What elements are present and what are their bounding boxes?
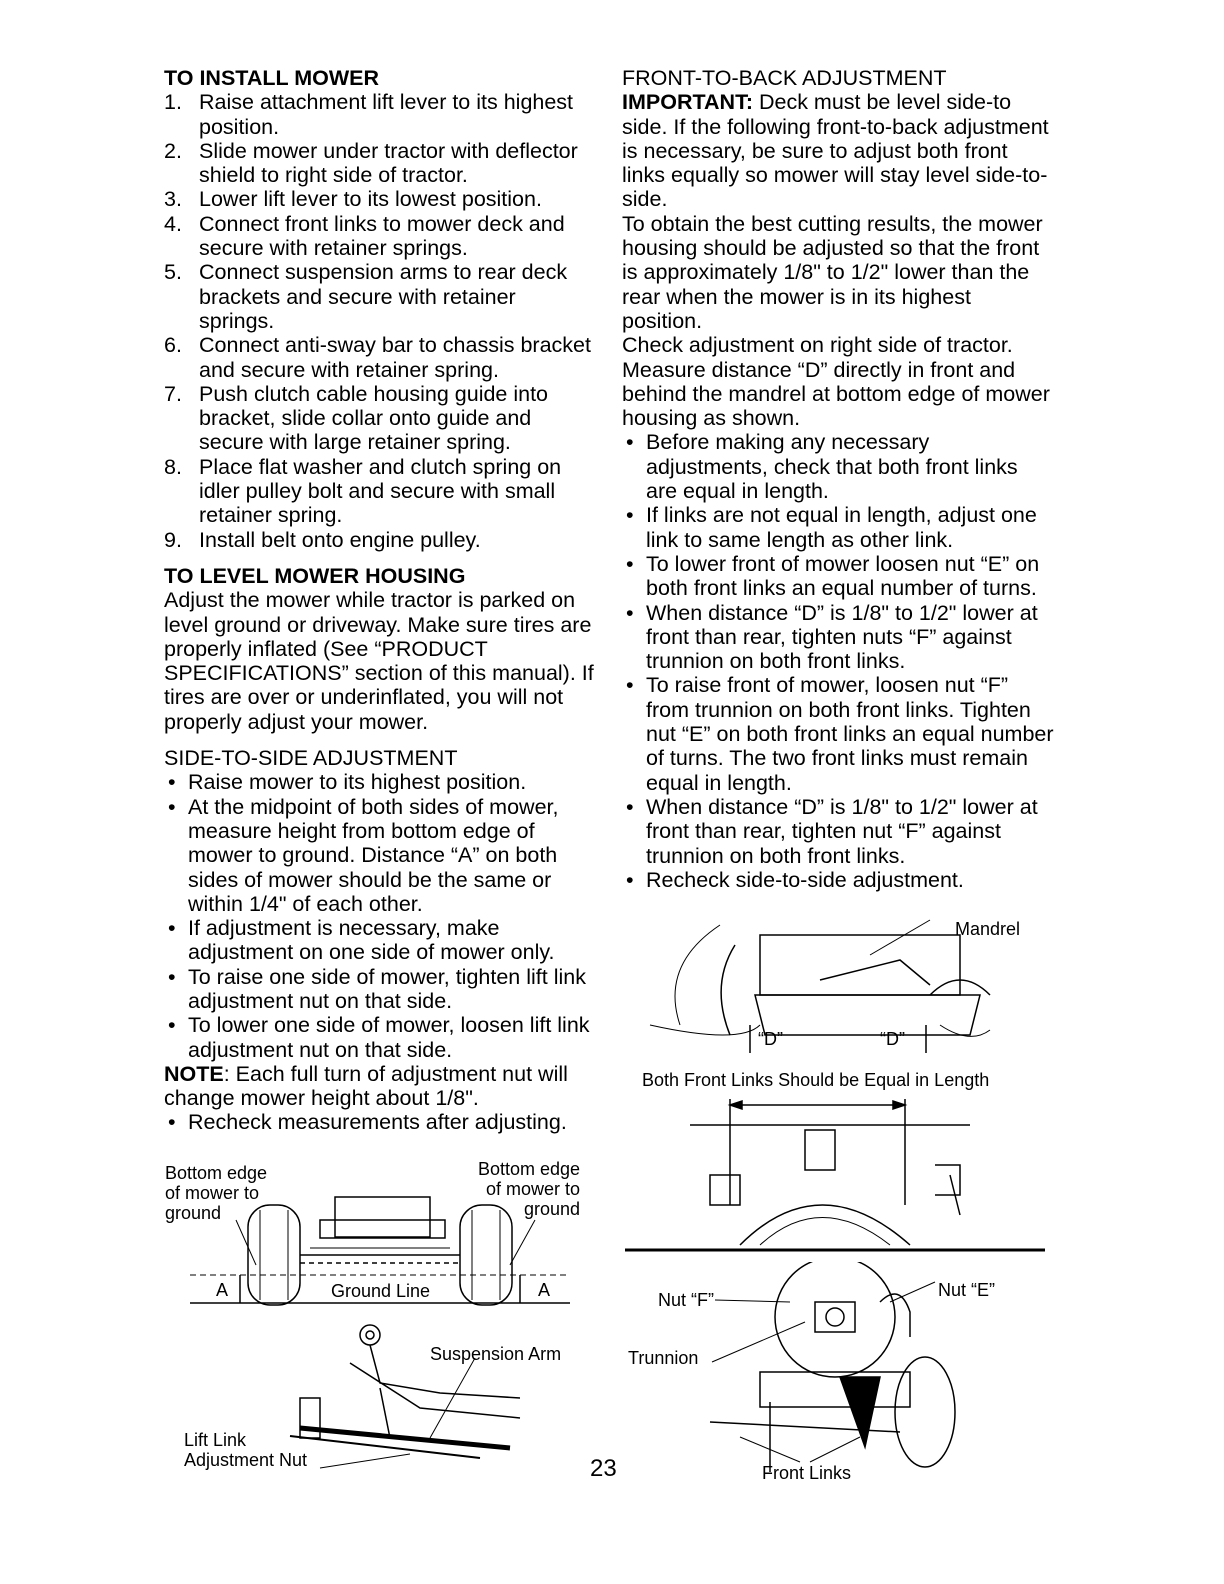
install-step-text: Install belt onto engine pulley. <box>199 527 481 552</box>
page-number: 23 <box>590 1455 617 1482</box>
install-step <box>164 139 596 188</box>
side-note <box>164 1062 596 1111</box>
install-step-number: 2. <box>164 138 182 163</box>
important-text: Deck must be level side-to side. If the following front-to-back adjustment is necessary, be sure to adjust both front links equally so mower will stay level side-to-side. <box>622 90 1049 212</box>
install-step <box>164 333 596 382</box>
front-bullet: • Before making any necessary adjustments, check that both front links are equal in length. <box>622 430 1054 503</box>
install-step <box>164 455 596 528</box>
side-bullet: • If adjustment is necessary, make adjustment on one side of mower only. <box>164 916 596 965</box>
mandrel-figure <box>640 905 1040 1095</box>
nuts-trunnion-figure <box>620 1262 1050 1487</box>
install-step-number: 8. <box>164 454 182 479</box>
install-step-text: Connect anti-sway bar to chassis bracket and secure with retainer spring. <box>199 333 591 382</box>
install-step <box>164 260 596 333</box>
front-bullet: • If links are not equal in length, adjust one link to same length as other link. <box>622 503 1054 552</box>
bottom-edge-right-label: Bottom edge of mower to ground <box>478 1159 581 1219</box>
install-step-number: 7. <box>164 381 182 406</box>
front-bullet: • When distance “D” is 1/8" to 1/2" lower at front than rear, tighten nut “F” against trunnion on both front links. <box>622 795 1054 868</box>
side-bullet: • Raise mower to its highest position. <box>164 770 596 794</box>
install-step-text: Lower lift lever to its lowest position. <box>199 187 542 212</box>
front-para2: Check adjustment on right side of tractor. Measure distance “D” directly in front and behind the mandrel at bottom edge of mower housing as shown. <box>622 333 1050 431</box>
front-link-length-drawing <box>620 1095 1050 1255</box>
install-step <box>164 90 596 139</box>
install-step-text: Connect suspension arms to rear deck brackets and secure with retainer springs. <box>199 260 568 333</box>
level-title: TO LEVEL MOWER HOUSING <box>164 563 466 588</box>
install-step-text: Slide mower under tractor with deflector shield to right side of tractor. <box>199 138 578 188</box>
front-bullet: • To lower front of mower loosen nut “E” on both front links an equal number of turns. <box>622 552 1054 601</box>
mandrel-label: Mandrel <box>955 919 1021 939</box>
side-recheck: • Recheck measurements after adjusting. <box>164 1110 596 1134</box>
important-label: IMPORTANT: <box>622 90 753 115</box>
side-title: SIDE-TO-SIDE ADJUSTMENT <box>164 746 458 771</box>
install-step-text: Push clutch cable housing guide into bracket, slide collar onto guide and secure with large retainer spring. <box>199 381 549 455</box>
front-para1: To obtain the best cutting results, the mower housing should be adjusted so that the front is approximately 1/8" to 1/2" lower than the rear when the mower is in its highest position. <box>622 211 1043 333</box>
install-step-number: 1. <box>164 90 182 115</box>
side-bullets-list <box>164 770 596 1062</box>
suspension-figure <box>180 1318 600 1478</box>
side-bullet: • At the midpoint of both sides of mower, measure height from bottom edge of mower to ground. Distance “A” on both sides of mower should be the same or within 1/4" of each other. <box>164 795 596 916</box>
front-link-length-figure <box>620 1095 1050 1255</box>
ground-line-figure <box>160 1155 600 1315</box>
front-title: FRONT-TO-BACK ADJUSTMENT <box>622 66 947 90</box>
install-step <box>164 187 596 211</box>
ground-line-label: Ground Line <box>328 1281 433 1301</box>
distance-a-right-label: A <box>538 1280 551 1300</box>
mandrel-caption: Both Front Links Should be Equal in Length <box>642 1070 990 1090</box>
install-step-text: Raise attachment lift lever to its highest position. <box>199 90 574 139</box>
front-links-label: Front Links <box>762 1463 852 1483</box>
install-step-number: 4. <box>164 211 182 236</box>
install-step <box>164 212 596 261</box>
install-step-text: Place flat washer and clutch spring on idler pulley bolt and secure with small retainer spring. <box>199 454 562 528</box>
install-step-number: 5. <box>164 260 182 285</box>
suspension-arm-label: Suspension Arm <box>430 1344 562 1364</box>
install-step <box>164 382 596 455</box>
side-bullet: • To lower one side of mower, loosen lift link adjustment nut on that side. <box>164 1013 596 1062</box>
level-intro: Adjust the mower while tractor is parked on level ground or driveway. Make sure tires are properly inflated (See “PRODUCT SPECIFICATIONS” section of this manual). If tires are over or underinflated, you will not properly adjust your mower. <box>164 588 594 734</box>
front-bullet: • When distance “D” is 1/8" to 1/2" lower at front than rear, tighten nuts “F” against trunnion on both front links. <box>622 601 1054 674</box>
install-title: TO INSTALL MOWER <box>164 66 379 90</box>
note-label: NOTE <box>164 1061 224 1086</box>
install-step-text: Connect front links to mower deck and secure with retainer springs. <box>199 211 565 261</box>
front-bullets-list <box>622 430 1054 892</box>
lift-link-label: Lift Link Adjustment Nut <box>184 1430 308 1470</box>
side-recheck-list <box>164 1110 596 1134</box>
distance-d-right-label: “D” <box>880 1029 905 1049</box>
nut-e-label: Nut “E” <box>938 1280 996 1300</box>
front-bullet: • Recheck side-to-side adjustment. <box>622 868 1054 892</box>
right-column <box>622 66 1054 892</box>
bottom-edge-left-label: Bottom edge of mower to ground <box>165 1163 268 1223</box>
side-bullet: • To raise one side of mower, tighten lift link adjustment nut on that side. <box>164 965 596 1014</box>
install-step <box>164 528 596 552</box>
front-important <box>622 90 1054 211</box>
install-step-number: 9. <box>164 527 182 552</box>
distance-d-left-label: “D” <box>758 1029 783 1049</box>
install-steps-list <box>164 90 596 552</box>
note-text: : Each full turn of adjustment nut will change mower height about 1/8". <box>164 1061 568 1111</box>
nut-f-label: Nut “F” <box>658 1290 714 1310</box>
left-column <box>164 66 596 1135</box>
trunnion-label: Trunnion <box>628 1348 699 1368</box>
front-bullet: • To raise front of mower, loosen nut “F” from trunnion on both front links. Tighten nut “E” on both front links an equal number of turns. The two front links must remain equal in length. <box>622 673 1054 794</box>
install-step-number: 6. <box>164 333 182 358</box>
install-step-number: 3. <box>164 187 182 212</box>
distance-a-left-label: A <box>216 1280 229 1300</box>
